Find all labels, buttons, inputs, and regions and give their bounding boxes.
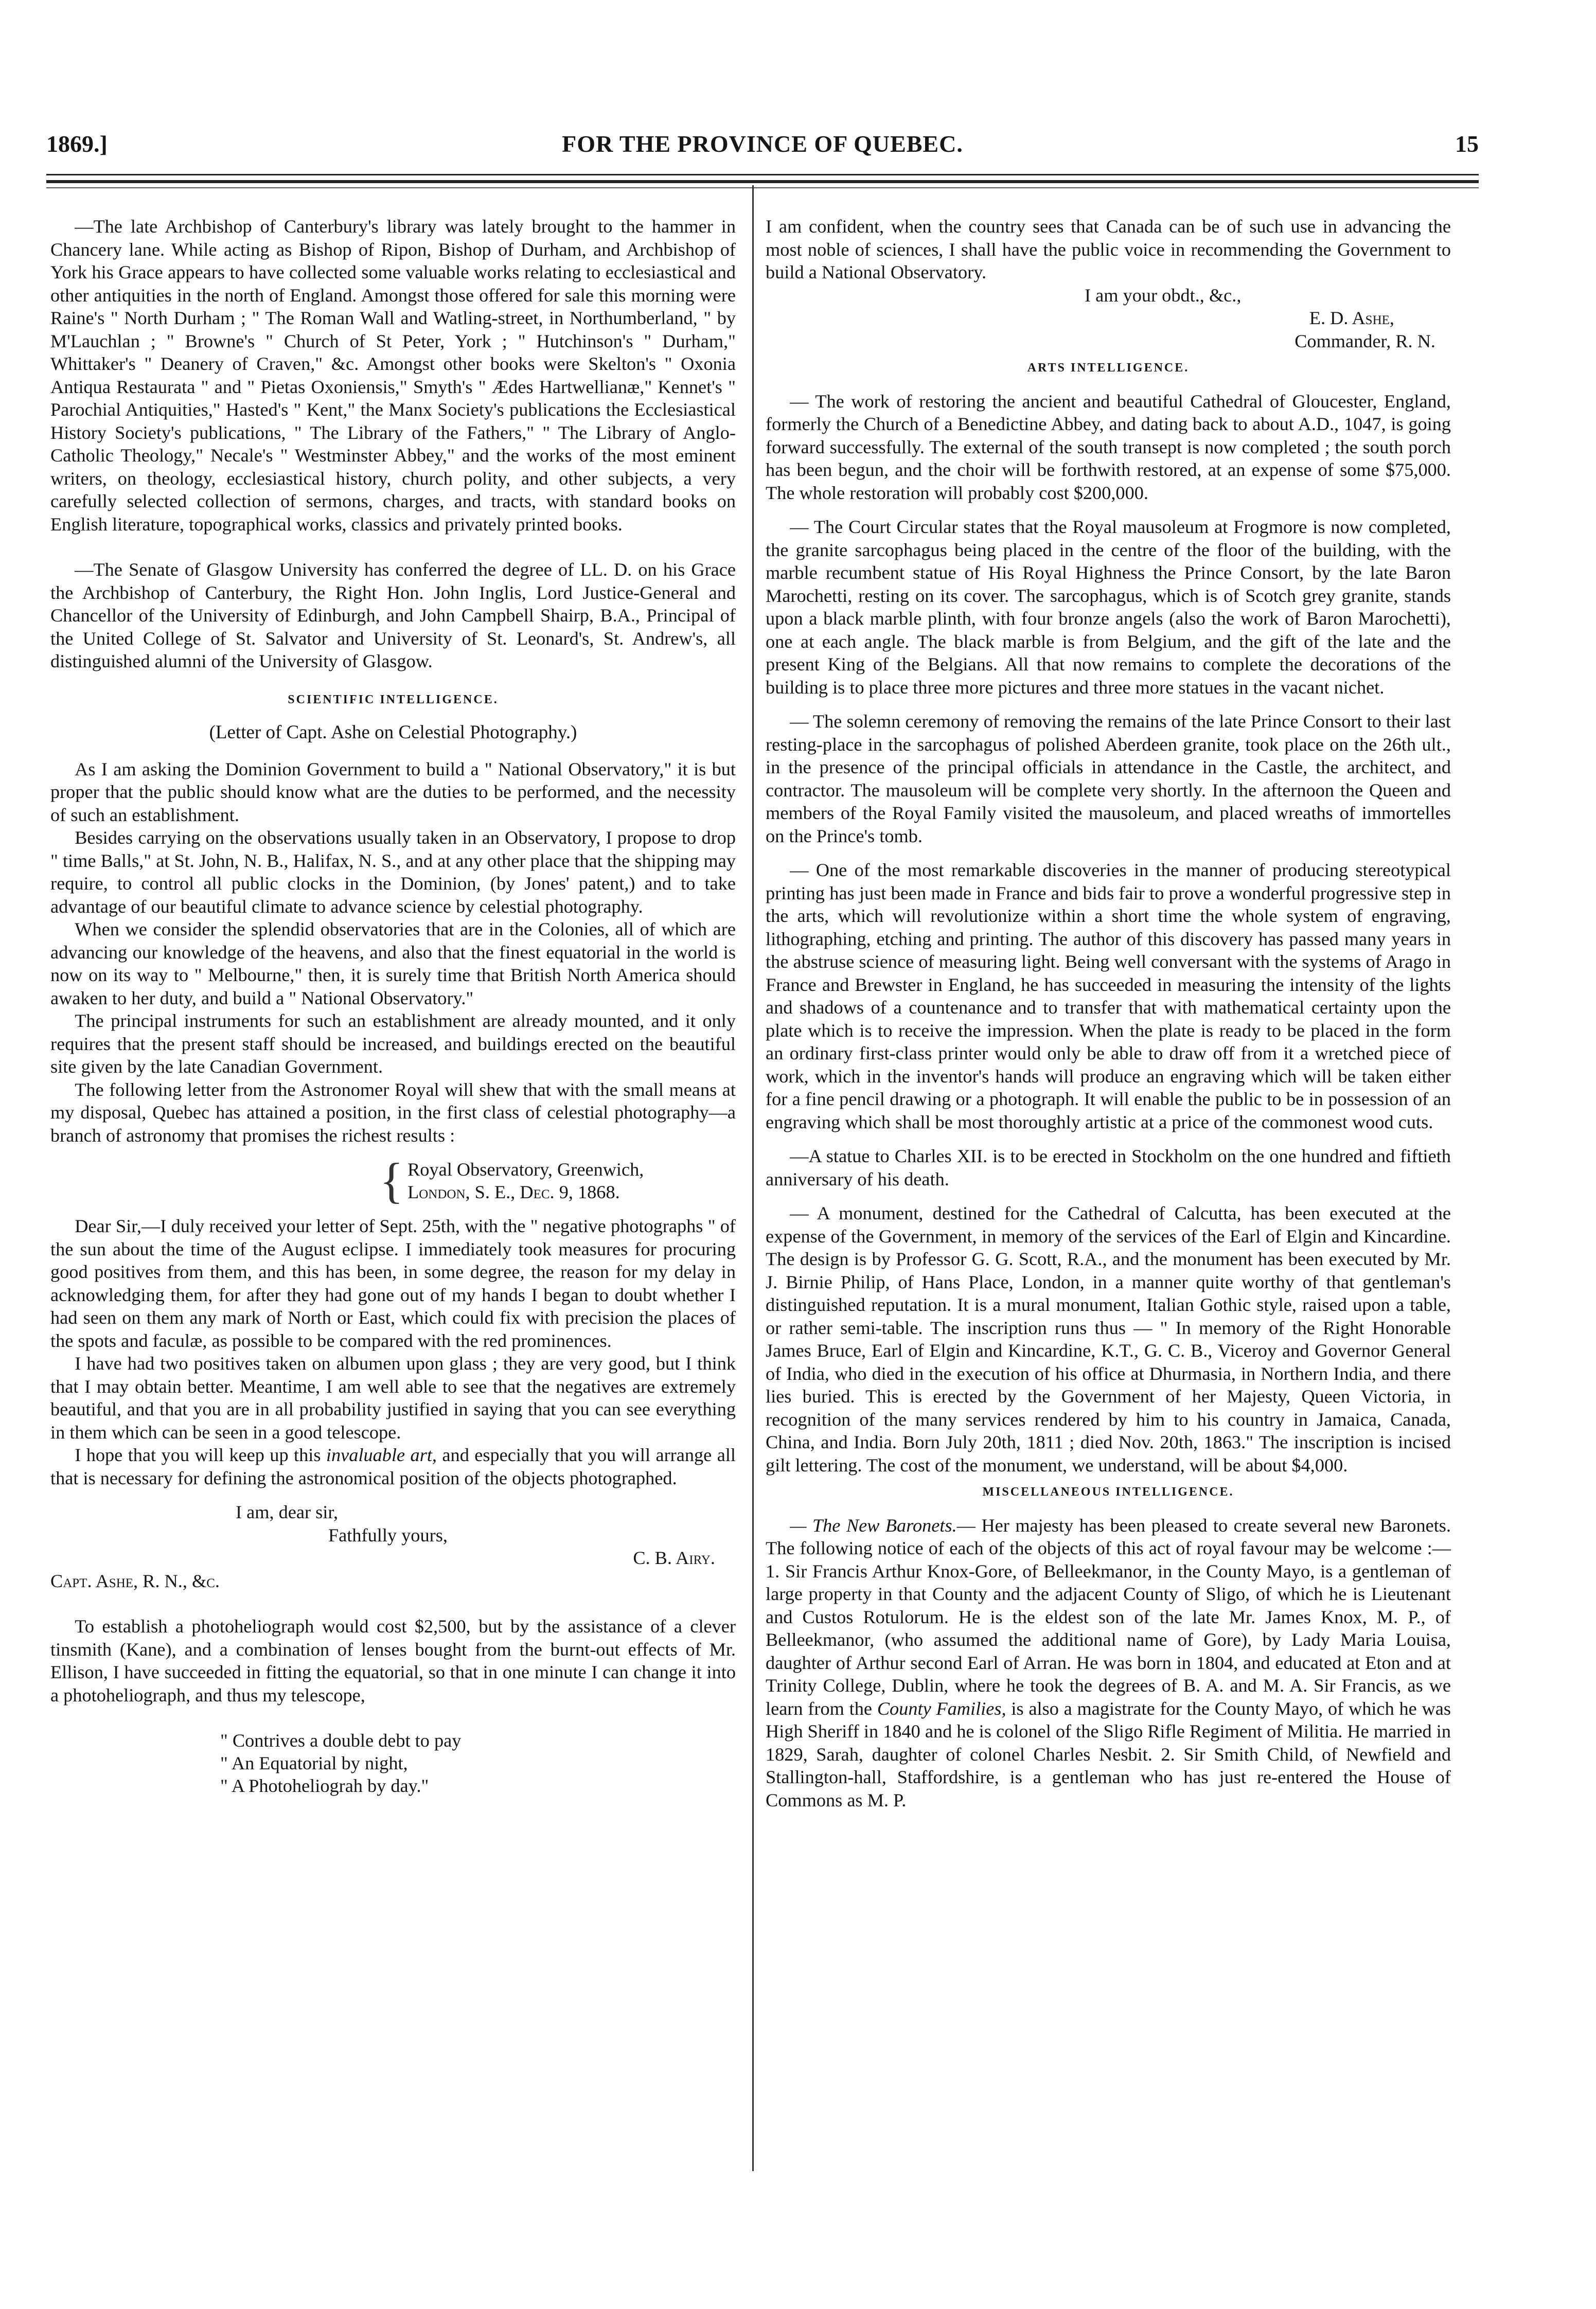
airy-letter-paragraph: Dear Sir,—I duly received your letter of Sept. 25th, with the " negative photographs " of the sun about the time of the August eclipse. I immediately took measures for procuring good positives from them, and this has been, in some degree, the reason for my delay in acknowledging them, for after they had gone out of my hands I began to doubt whether I had seen on them any mark of North or East, which could fix with precision the places of the spots and faculæ, as possible to be compared with the red prominences. (50, 1216, 736, 1351)
signoff-line: I am your obdt., &c., (1085, 285, 1242, 306)
verse-line: " Contrives a double debt to pay (220, 1730, 462, 1751)
article-glasgow-degree: —The Senate of Glasgow University has conferred the degree of LL. D. on his Grace the Archbishop of Canterbury, the Right Hon. John Inglis, Lord Justice-General and Chancellor of the University of Edinburgh, and John Campbell Shairp, B.A., Principal of the United College of St. Salvator and University of St. Leonard's, St. Andrew's, all distinguished alumni of the University of Glasgow. (50, 559, 736, 671)
airy-letter-paragraph: I hope that you will keep up this invaluable art, and especially that you will arrange all that is necessary for defining the astronomical position of the objects photographed. (50, 1445, 736, 1488)
emphasis: invaluable art, (326, 1445, 437, 1465)
verse-line: " An Equatorial by night, (220, 1753, 408, 1773)
letter-paragraph: The principal instruments for such an establishment are already mounted, and it only requires that the present staff should be increased, and buildings erected on the beautiful site given by the late Canadian Government. (50, 1010, 736, 1077)
brace-glyph: { (380, 1153, 404, 1208)
page-number: 15 (1455, 131, 1479, 157)
article-gloucester: — The work of restoring the ancient and beautiful Cathedral of Gloucester, England, formerly the Church of a Benedictine Abbey, and dating back to about A.D., 1047, is going forward successfully. The external of the south transept is now completed ; the south porch has been begun, and the choir will be forthwith restored, at an expense of some $75,000. The whole restoration will probably cost $200,000. (766, 390, 1451, 503)
address-line: Royal Observatory, Greenwich, (407, 1159, 644, 1180)
emphasis: County Families, (877, 1698, 1006, 1719)
closing-salutation: I am, dear sir, (236, 1502, 339, 1522)
photoheliograph-paragraph: To establish a photoheliograph would cost $2,500, but by the assistance of a clever tinsmith (Kane), and a combination of lenses bought from the burnt-out effects of Mr. Ellison, I have succeeded in fitting the equatorial, so that in one minute I can change it into a photoheliograph, and thus my telescope, (50, 1616, 736, 1706)
section-heading-scientific: SCIENTIFIC INTELLIGENCE. (288, 692, 499, 706)
header-rule-bottom (46, 187, 1479, 188)
signoff-rank: Commander, R. N. (1294, 330, 1435, 351)
section-heading-arts: ARTS INTELLIGENCE. (1027, 361, 1190, 375)
letter-paragraph: The following letter from the Astronomer Royal will shew that with the small means at my disposal, Quebec has attained a position, in the first class of celestial photography—a branch of astronomy that promises the richest results : (50, 1079, 736, 1146)
article-new-baronets: — The New Baronets.— Her majesty has been pleased to create several new Baronets. The following notice of each of the objects of this act of royal favour may be welcome :— 1. Sir Francis Arthur Knox-Gore, of Belleekmanor, in the County Mayo, is a gentleman of large property in that County and the adjacent County of Sligo, of which he is Lieutenant and Custos Rotulorum. He is the eldest son of the late Mr. James Knox, M. P., of Belleekmanor, (who assumed the additional name of Gore), by Lady Maria Louisa, daughter of Arthur second Earl of Arran. He was born in 1804, and educated at Eton and at Trinity College, Dublin, where he took the degrees of B. A. and M. A. Sir Francis, as we learn from the County Families, is also a magistrate for the County Mayo, of which he was High Sheriff in 1840 and he is colonel of the Sligo Rifle Regiment of Militia. He married in 1829, Sarah, daughter of colonel Charles Nesbit. 2. Sir Smith Child, of Newfield and Stallington-hall, Staffordshire, is a gentleman who has just re-entered the House of Commons as M. P. (766, 1515, 1451, 1810)
header-rule-thick (46, 180, 1479, 183)
observatory-address (380, 1153, 736, 1208)
letter-addressee: Capt. Ashe, R. N., &c. (50, 1570, 220, 1591)
letter-title: (Letter of Capt. Ashe on Celestial Photography.) (209, 722, 577, 743)
running-head-title: FOR THE PROVINCE OF QUEBEC. (562, 131, 963, 157)
address-line: London, S. E., Dec. 9, 1868. (407, 1182, 620, 1202)
letter-conclusion: I am confident, when the country sees that Canada can be of such use in advancing the most noble of sciences, I shall have the public voice in recommending the Government to build a National Observatory. (766, 216, 1451, 282)
header-rule-thin (46, 174, 1479, 175)
verse-quote (220, 1729, 736, 1797)
letter-paragraph: Besides carrying on the observations usually taken in an Observatory, I propose to drop " time Balls," at St. John, N. B., Halifax, N. S., and at any other place that the shipping may require, to control all public clocks in the Dominion, (by Jones' patent,) and to take advantage of our beautiful climate to advance science by celestial photography. (50, 827, 736, 917)
article-stereotype: — One of the most remarkable discoveries in the manner of producing stereotypical printing has just been made in France and bids fair to prove a wonderful progressive step in the arts, which will revolutionize within a short time the whole system of engraving, lithographing, etching and printing. The author of this discovery has passed many years in the abstruse science of measuring light. Being well conversant with the systems of Arago in France and Brewster in England, he has succeeded in measuring the intensity of the lights and shadows of a countenance and to transfer that with mathematical certainty upon the plate which is to receive the impression. When the plate is ready to be placed in the form an ordinary first-class printer would only be able to draw off from it a wretched piece of work, which in the inventor's hands will produce an engraving which will be taken either for a fine pencil drawing or a photograph. It will enable the public to be in possession of an engraving which shall be most thoroughly artistic at a price of the commonest wood cuts. (766, 860, 1451, 1132)
running-head-year: 1869.] (46, 131, 108, 157)
closing-valediction: Fathfully yours, (328, 1524, 448, 1546)
letter-signature: C. B. Airy. (633, 1548, 715, 1568)
article-prince-consort: — The solemn ceremony of removing the remains of the late Prince Consort to their last resting-place in the sarcophagus of polished Aberdeen granite, took place on the 26th ult., in the presence of the principal officials in attendance in the Castle, the architect, and contractor. The mausoleum will be complete very shortly. In the afternoon the Queen and members of the Royal Family visited the mausoleum, and placed wreaths of immortelles on the Prince's tomb. (766, 711, 1451, 846)
running-head (46, 129, 1479, 165)
letter-paragraph: When we consider the splendid observatories that are in the Colonies, all of which are advancing our knowledge of the heavens, and also that the finest equatorial in the world is now on its way to " Melbourne," then, it is surely time that British North America should awaken to her duty, and build a " National Observatory." (50, 919, 736, 1008)
signoff-name: E. D. Ashe, (1309, 308, 1394, 328)
article-frogmore: — The Court Circular states that the Royal mausoleum at Frogmore is now completed, the granite sarcophagus being placed in the centre of the floor of the building, with the marble recumbent statue of His Royal Highness the Prince Consort, by the late Baron Marochetti, resting on its cover. The sarcophagus, which is of Scotch grey granite, stands upon a black marble plinth, with four bronze angels (also the work of Baron Marochetti), one at each angle. The black marble is from Belgium, and the gift of the late and the present King of the Belgians. All that now remains to complete the decorations of the building is to place three more pictures and three more statues in the vacant nichet. (766, 517, 1451, 698)
column-divider (752, 185, 754, 2171)
article-archbishop-library: —The late Archbishop of Canterbury's library was lately brought to the hammer in Chancery lane. While acting as Bishop of Ripon, Bishop of Durham, and Archbishop of York his Grace appears to have collected some valuable works relating to ecclesiastical and other antiquities in the north of England. Amongst those offered for sale this morning were Raine's " North Durham ; " The Roman Wall and Watling-street, in Northumberland, " by M'Lauchlan ; " Browne's " Church of St Peter, York ; " Hutchinson's " Durham," Whittaker's " Deanery of Craven," &c. Amongst other books were Skelton's " Oxonia Antiqua Restaurata " and " Pietas Oxoniensis," Smyth's " Ædes Hartwellianæ," Kennet's " Parochial Antiquities," Hasted's " Kent," the Manx Society's publications the Ecclesiastical History Society's publications, " The Library of the Fathers," " The Library of Anglo-Catholic Theology," Necale's " Westminster Abbey," and the works of the most eminent writers, on theology, ecclesiastical history, church polity, and other subjects, a very carefully selected collection of sermons, charges, and tracts, with standard books on English literature, topographical works, classics and privately printed books. (50, 216, 736, 535)
emphasis: — The New Baronets. (790, 1515, 957, 1536)
letter-paragraph: As I am asking the Dominion Government to build a " National Observatory," it is but proper that the public should know what are the duties to be performed, and the necessity of such an establishment. (50, 758, 736, 825)
airy-letter-paragraph: I have had two positives taken on albumen upon glass ; they are very good, but I think that I may obtain better. Meantime, I am well able to see that the negatives are extremely beautiful, and that you are in all probability justified in saying that you can see everything in them which can be seen in a good telescope. (50, 1353, 736, 1443)
verse-line: " A Photoheliograh by day." (220, 1775, 429, 1796)
section-heading-miscellaneous: MISCELLANEOUS INTELLIGENCE. (982, 1485, 1234, 1499)
left-column (50, 215, 736, 1797)
article-charles-xii: —A statue to Charles XII. is to be erected in Stockholm on the one hundred and fiftieth anniversary of his death. (766, 1146, 1451, 1189)
article-calcutta-monument: — A monument, destined for the Cathedral of Calcutta, has been executed at the expense of the Government, in memory of the services of the Earl of Elgin and Kincardine. The design is by Professor G. G. Scott, R.A., and the monument has been executed by Mr. J. Birnie Philip, of Hans Place, London, in a manner quite worthy of that gentleman's distinguished reputation. It is a mural monument, Italian Gothic style, raised upon a table, or rather semi-table. The inscription runs thus — " In memory of the Right Honorable James Bruce, Earl of Elgin and Kincardine, K.T., G. C. B., Viceroy and Governor General of India, who died in the execution of his office at Dhurmasia, in Northern India, and there lies buried. This is erected by the Government of her Majesty, Queen Victoria, in recognition of the many services rendered by him to his country in Jamaica, Canada, China, and India. Born July 20th, 1811 ; died Nov. 20th, 1863." The inscription is incised gilt lettering. The cost of the monument, we understand, will be about $4,000. (766, 1203, 1451, 1476)
right-column (766, 215, 1451, 1811)
